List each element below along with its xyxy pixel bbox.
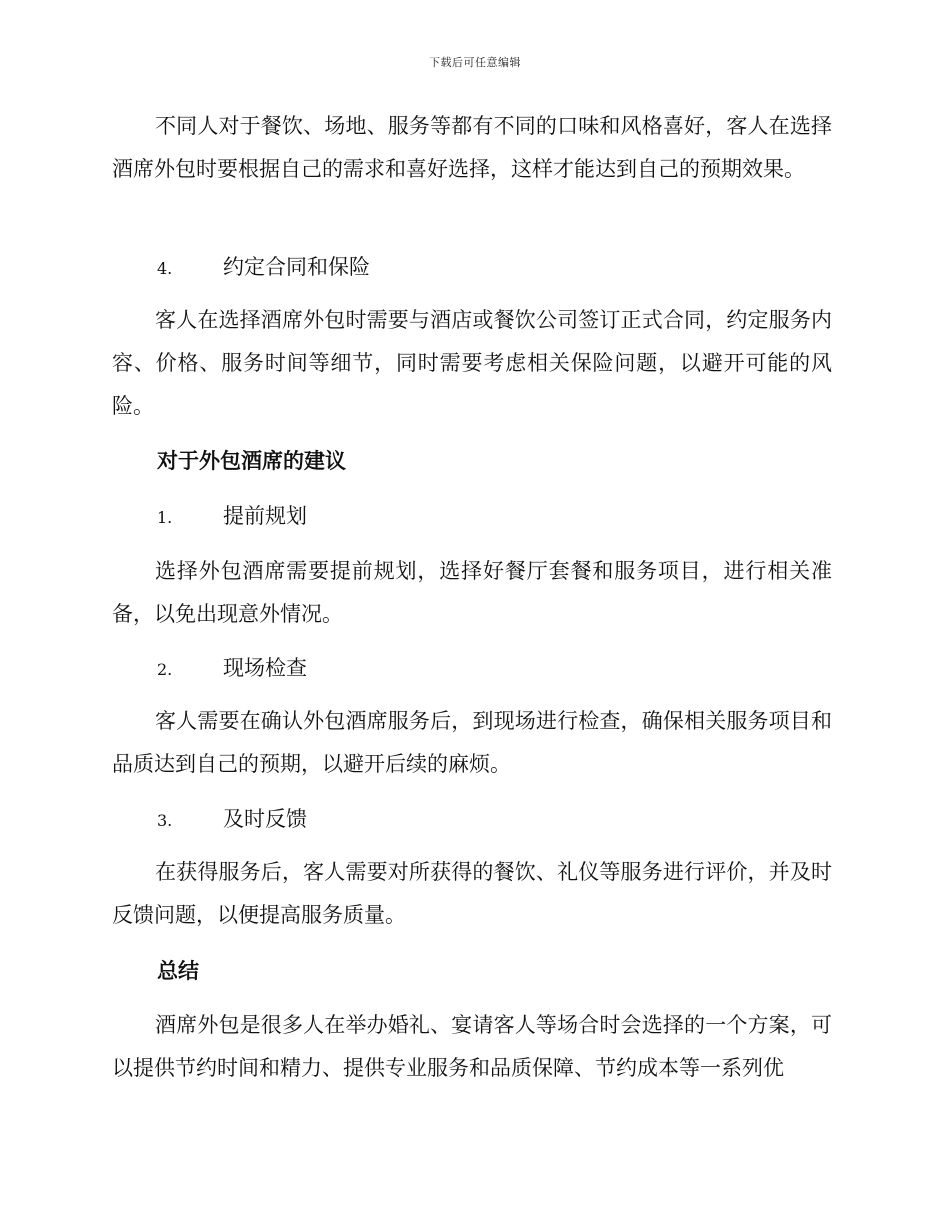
paragraph-plan-ahead: 选择外包酒席需要提前规划，选择好餐厅套餐和服务项目，进行相关准备，以免出现意外情况。	[112, 559, 832, 626]
heading-summary: 总结	[157, 958, 199, 983]
list-label: 提前规划	[223, 504, 307, 528]
list-label: 及时反馈	[223, 807, 307, 831]
paragraph-summary: 酒席外包是很多人在举办婚礼、宴请客人等场合时会选择的一个方案，可以提供节约时间和精力、提供专业服务和品质保障、节约成本等一系列优	[112, 1013, 832, 1080]
list-item-plan-ahead	[157, 501, 307, 533]
list-label: 约定合同和保险	[223, 255, 370, 279]
heading-suggestions: 对于外包酒席的建议	[157, 448, 346, 473]
list-number: 3.	[157, 811, 173, 830]
list-number: 2.	[157, 660, 173, 679]
list-item-contract-insurance	[157, 252, 370, 284]
list-number: 1.	[157, 508, 173, 527]
page-header: 下载后可任意编辑	[429, 56, 521, 69]
list-number: 4.	[157, 259, 173, 278]
list-item-feedback	[157, 804, 307, 836]
paragraph-feedback: 在获得服务后，客人需要对所获得的餐饮、礼仪等服务进行评价，并及时反馈问题，以便提高服务质量。	[112, 860, 832, 927]
paragraph-contract: 客人在选择酒席外包时需要与酒店或餐饮公司签订正式合同，约定服务内容、价格、服务时间等细节，同时需要考虑相关保险问题，以避开可能的风险。	[112, 308, 832, 418]
list-item-site-check	[157, 653, 307, 685]
list-label: 现场检查	[223, 656, 307, 680]
paragraph-preferences: 不同人对于餐饮、场地、服务等都有不同的口味和风格喜好，客人在选择酒席外包时要根据自己的需求和喜好选择，这样才能达到自己的预期效果。	[112, 114, 832, 181]
paragraph-site-check: 客人需要在确认外包酒席服务后，到现场进行检查，确保相关服务项目和品质达到自己的预期，以避开后续的麻烦。	[112, 709, 832, 776]
